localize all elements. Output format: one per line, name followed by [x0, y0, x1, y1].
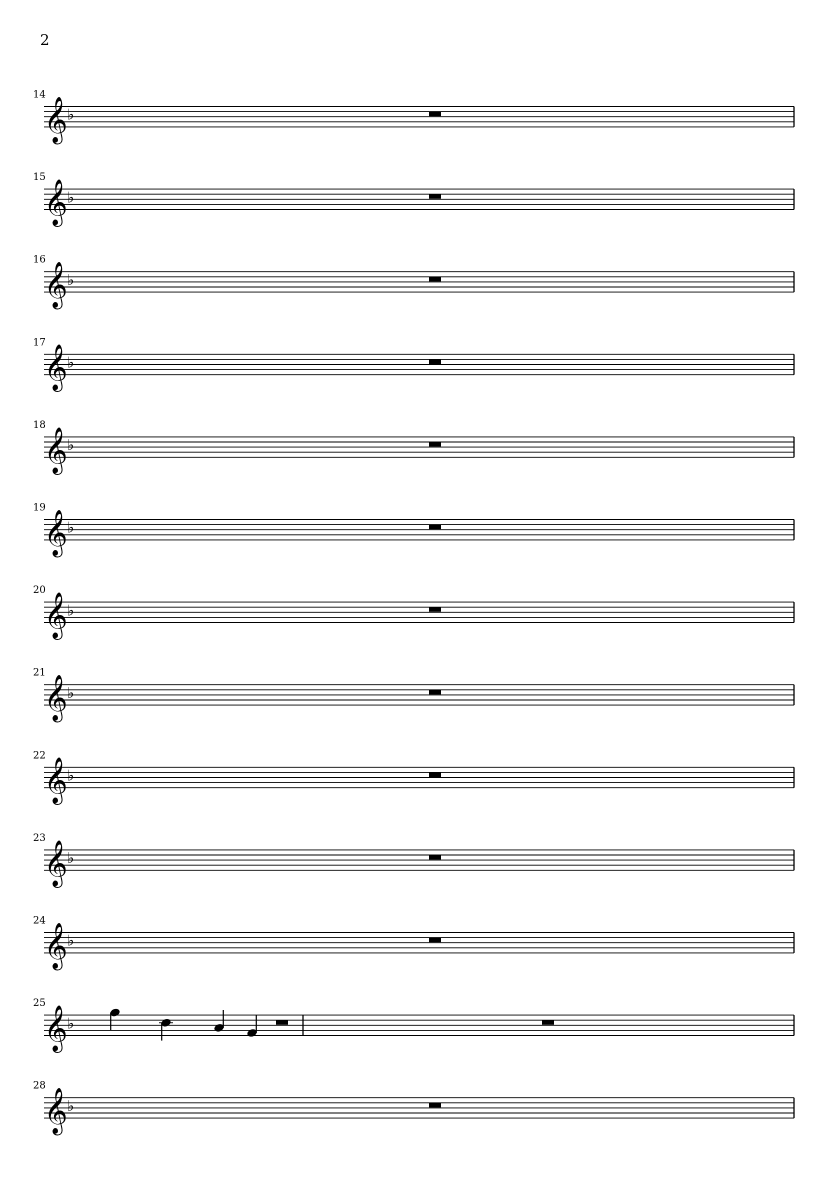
measure-number: 28	[33, 1080, 46, 1092]
key-signature-flat-icon: ♭	[67, 601, 75, 620]
whole-rest	[429, 607, 441, 612]
key-signature-flat-icon: ♭	[67, 436, 75, 455]
whole-rest	[429, 359, 441, 364]
key-signature-flat-icon: ♭	[67, 188, 75, 207]
measure-number: 20	[33, 585, 46, 597]
key-signature-flat-icon: ♭	[67, 849, 75, 868]
measure-number: 18	[33, 419, 46, 431]
key-signature-flat-icon: ♭	[67, 353, 75, 372]
measure-number: 23	[33, 832, 46, 844]
whole-rest	[542, 1020, 554, 1025]
measure-number: 15	[33, 172, 46, 184]
treble-clef-icon: 𝄞	[44, 922, 68, 969]
whole-rest	[429, 938, 441, 943]
measure-number: 22	[33, 750, 46, 762]
whole-rest	[429, 442, 441, 447]
whole-rest	[429, 277, 441, 282]
whole-rest	[429, 525, 441, 530]
measure-number: 16	[33, 254, 46, 266]
treble-clef-icon: 𝄞	[44, 1088, 68, 1135]
treble-clef-icon: 𝄞	[44, 262, 68, 309]
treble-clef-icon: 𝄞	[44, 592, 68, 639]
whole-rest	[429, 855, 441, 860]
measure-number: 25	[33, 998, 46, 1010]
key-signature-flat-icon: ♭	[67, 1096, 75, 1115]
key-signature-flat-icon: ♭	[67, 1014, 75, 1033]
treble-clef-icon: 𝄞	[44, 675, 68, 722]
whole-rest	[429, 112, 441, 117]
treble-clef-icon: 𝄞	[44, 179, 68, 226]
key-signature-flat-icon: ♭	[67, 683, 75, 702]
key-signature-flat-icon: ♭	[67, 931, 75, 950]
whole-rest	[429, 690, 441, 695]
treble-clef-icon: 𝄞	[44, 96, 68, 143]
measure-number: 24	[33, 915, 46, 927]
key-signature-flat-icon: ♭	[67, 105, 75, 124]
whole-rest	[276, 1020, 288, 1025]
treble-clef-icon: 𝄞	[44, 757, 68, 804]
whole-rest	[429, 772, 441, 777]
measure-number: 19	[33, 502, 46, 514]
treble-clef-icon: 𝄞	[44, 509, 68, 556]
measure-number: 14	[33, 89, 46, 101]
key-signature-flat-icon: ♭	[67, 518, 75, 537]
whole-rest	[429, 194, 441, 199]
whole-rest	[429, 1103, 441, 1108]
treble-clef-icon: 𝄞	[44, 1005, 68, 1052]
key-signature-flat-icon: ♭	[67, 766, 75, 785]
measure-number: 21	[33, 667, 46, 679]
measure-number: 17	[33, 337, 46, 349]
treble-clef-icon: 𝄞	[44, 427, 68, 474]
treble-clef-icon: 𝄞	[44, 344, 68, 391]
key-signature-flat-icon: ♭	[67, 270, 75, 289]
page-number: 2	[40, 31, 50, 49]
treble-clef-icon: 𝄞	[44, 840, 68, 887]
